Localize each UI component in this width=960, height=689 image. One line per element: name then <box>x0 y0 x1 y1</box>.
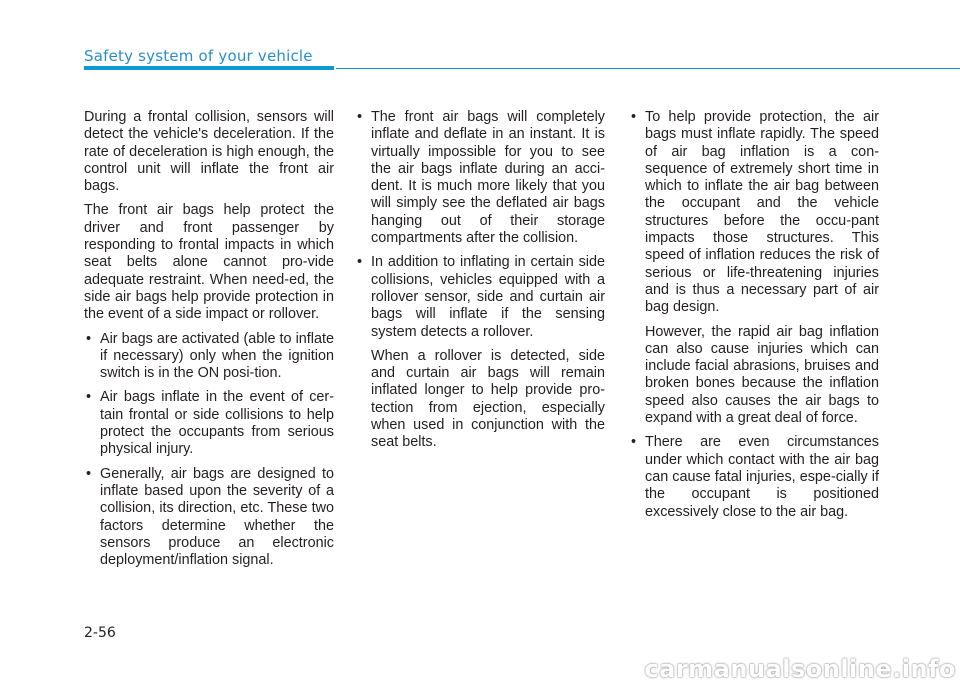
bullet-list-3 <box>629 109 879 521</box>
list-item-text: Air bags are activated (able to inflate if necessary) only when the ignition switch is in the ON posi-tion. <box>100 330 334 382</box>
rollover-continuation: When a rollover is detected, side and curtain air bags will remain inflated longer to help provide pro-tection from ejection, especially when used in conjunction with the seat belts. <box>371 347 605 451</box>
list-item <box>84 389 334 458</box>
bullet-icon: • <box>631 109 637 125</box>
list-item <box>84 466 334 570</box>
text-column-2 <box>355 109 605 459</box>
list-item <box>84 331 334 383</box>
paragraph-front-air-bags: The front air bags help protect the driver and front passenger by responding to frontal impacts in which seat belts alone cannot pro-vide adequate restraint. When need-ed, the side air bags help provide protection in the event of a side impact or rollover. <box>84 202 334 323</box>
paragraph-frontal-collision: During a frontal collision, sensors will detect the vehicle's deceleration. If the rate of deceleration is high enough, the control unit will inflate the front air bags. <box>84 109 334 195</box>
bullet-icon: • <box>357 109 363 125</box>
list-item-text: There are even circumstances under which contact with the air bag can cause fatal injuries, espe-cially if the occupant is positioned excessively close to the air bag. <box>645 434 879 520</box>
list-item <box>355 254 605 451</box>
list-item <box>629 109 879 427</box>
list-item-text: Generally, air bags are designed to inflate based upon the severity of a collision, its direction, etc. These two factors determine whether the sensors produce an electronic deployment/inflation signal. <box>100 465 334 569</box>
inflation-continuation: However, the rapid air bag inflation can also cause injuries which can include facial abrasions, bruises and broken bones because the inflation speed also causes the air bags to expand with a great deal of force. <box>645 323 879 427</box>
text-column-1 <box>84 109 334 576</box>
header-rule-thin <box>336 68 960 69</box>
bullet-icon: • <box>86 389 92 406</box>
bullet-icon: • <box>357 254 363 271</box>
text-column-3 <box>629 109 879 528</box>
list-item <box>355 109 605 247</box>
section-title: Safety system of your vehicle <box>84 47 313 65</box>
page-number: 2-56 <box>84 625 116 641</box>
header-rule-thick <box>84 66 334 70</box>
watermark-logo: carmanualsonline.info <box>644 655 956 683</box>
list-item <box>629 434 879 520</box>
bullet-icon: • <box>631 434 637 451</box>
bullet-list-1 <box>84 331 334 570</box>
list-item-text: In addition to inflating in certain side collisions, vehicles equipped with a rollover sensor, side and curtain air bags will inflate if the sensing system detects a rollover. <box>371 254 605 340</box>
list-item-text: To help provide protection, the air bags must inflate rapidly. The speed of air bag inflation is a con-sequence of extremely short time in which to inflate the air bag between the occupant and the vehicle structures before the occu-pant impacts those structures. This speed of inflation reduces the risk of serious or life-threatening injuries and is thus a necessary part of air bag design. <box>645 109 879 316</box>
list-item-text: The front air bags will completely inflate and deflate in an instant. It is virtually impossible for you to see the air bags inflate during an acci-dent. It is much more likely that you will simply see the deflated air bags hanging out of their storage compartments after the collision. <box>371 109 605 247</box>
bullet-list-2 <box>355 109 605 452</box>
list-item-text: Air bags inflate in the event of cer-tain frontal or side collisions to help protect the occupants from serious physical injury. <box>100 389 334 458</box>
bullet-icon: • <box>86 465 92 482</box>
bullet-icon: • <box>86 330 92 347</box>
